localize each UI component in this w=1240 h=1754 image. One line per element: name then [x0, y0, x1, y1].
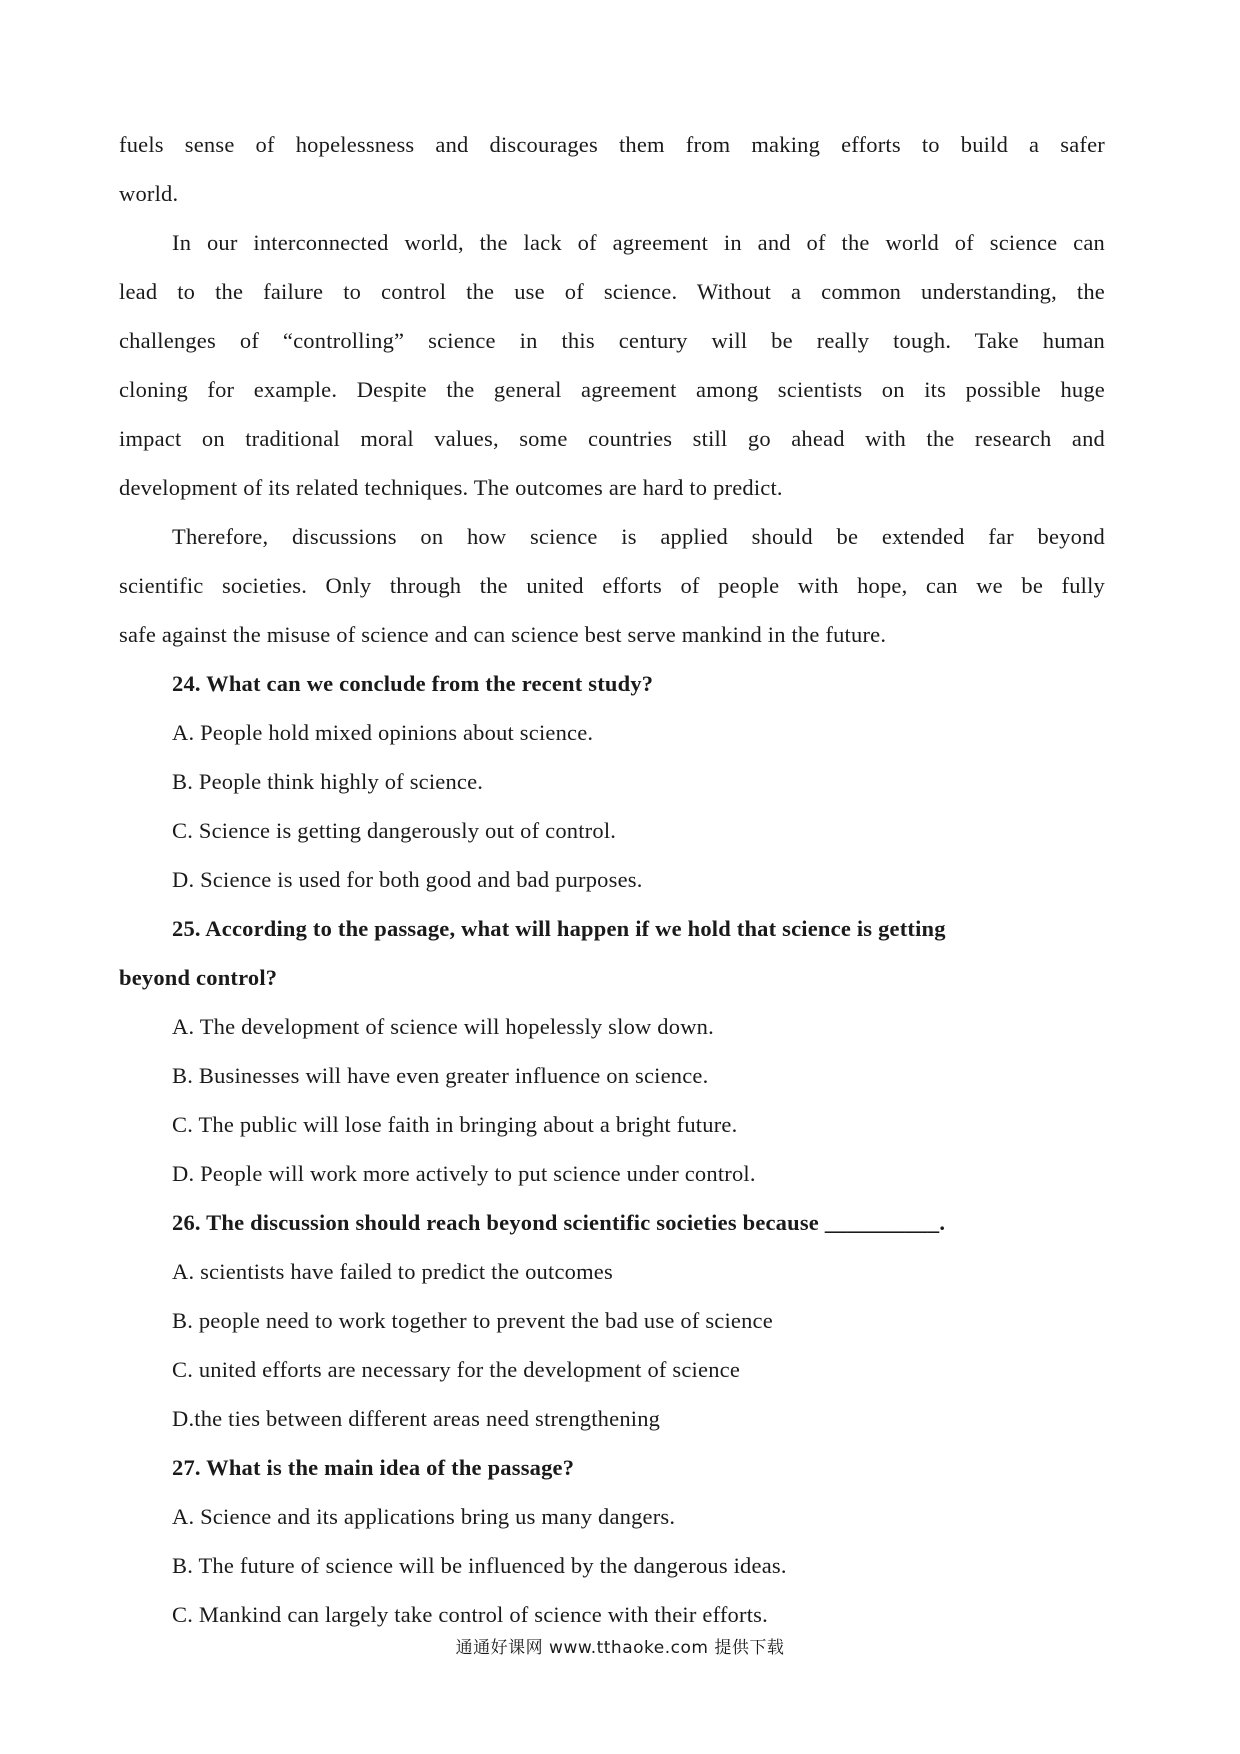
option-26-b: B. people need to work together to prevent the bad use of science: [172, 1308, 773, 1333]
paragraph-line: fuels sense of hopelessness and discourages them from making efforts to build a safer: [119, 132, 1105, 157]
paragraph-line: development of its related techniques. The outcomes are hard to predict.: [119, 475, 783, 500]
option-27-a: A. Science and its applications bring us many dangers.: [172, 1504, 676, 1529]
option-25-c: C. The public will lose faith in bringing about a bright future.: [172, 1112, 738, 1137]
paragraph-line: lead to the failure to control the use of science. Without a common understanding, the: [119, 279, 1105, 304]
option-27-b: B. The future of science will be influenced by the dangerous ideas.: [172, 1553, 787, 1578]
paragraph-line: impact on traditional moral values, some countries still go ahead with the research and: [119, 426, 1105, 451]
question-25-continued: beyond control?: [119, 965, 278, 990]
paragraph-line: scientific societies. Only through the united efforts of people with hope, can we be fully: [119, 573, 1105, 598]
option-25-a: A. The development of science will hopelessly slow down.: [172, 1014, 714, 1039]
passage-content: [119, 120, 1105, 1639]
option-24-c: C. Science is getting dangerously out of control.: [172, 818, 617, 843]
option-25-d: D. People will work more actively to put science under control.: [172, 1161, 756, 1186]
paragraph-line: world.: [119, 181, 179, 206]
footer-watermark: 通通好课网 www.tthaoke.com 提供下载: [455, 1638, 785, 1658]
question-24: 24. What can we conclude from the recent study?: [172, 671, 654, 696]
option-26-c: C. united efforts are necessary for the development of science: [172, 1357, 741, 1382]
paragraph-line: safe against the misuse of science and can science best serve mankind in the future.: [119, 622, 887, 647]
paragraph-line: Therefore, discussions on how science is applied should be extended far beyond: [172, 524, 1105, 549]
question-27: 27. What is the main idea of the passage?: [172, 1455, 575, 1480]
question-25: 25. According to the passage, what will happen if we hold that science is getting: [172, 916, 946, 941]
paragraph-line: cloning for example. Despite the general agreement among scientists on its possible huge: [119, 377, 1105, 402]
option-24-d: D. Science is used for both good and bad purposes.: [172, 867, 643, 892]
question-26: 26. The discussion should reach beyond scientific societies because __________.: [172, 1210, 946, 1235]
option-27-c: C. Mankind can largely take control of science with their efforts.: [172, 1602, 768, 1627]
option-24-b: B. People think highly of science.: [172, 769, 484, 794]
paragraph-line: challenges of “controlling” science in this century will be really tough. Take human: [119, 328, 1105, 353]
option-24-a: A. People hold mixed opinions about science.: [172, 720, 594, 745]
option-25-b: B. Businesses will have even greater influence on science.: [172, 1063, 709, 1088]
option-26-a: A. scientists have failed to predict the outcomes: [172, 1259, 613, 1284]
option-26-d: D.the ties between different areas need strengthening: [172, 1406, 661, 1431]
paragraph-line: In our interconnected world, the lack of agreement in and of the world of science can: [172, 230, 1105, 255]
